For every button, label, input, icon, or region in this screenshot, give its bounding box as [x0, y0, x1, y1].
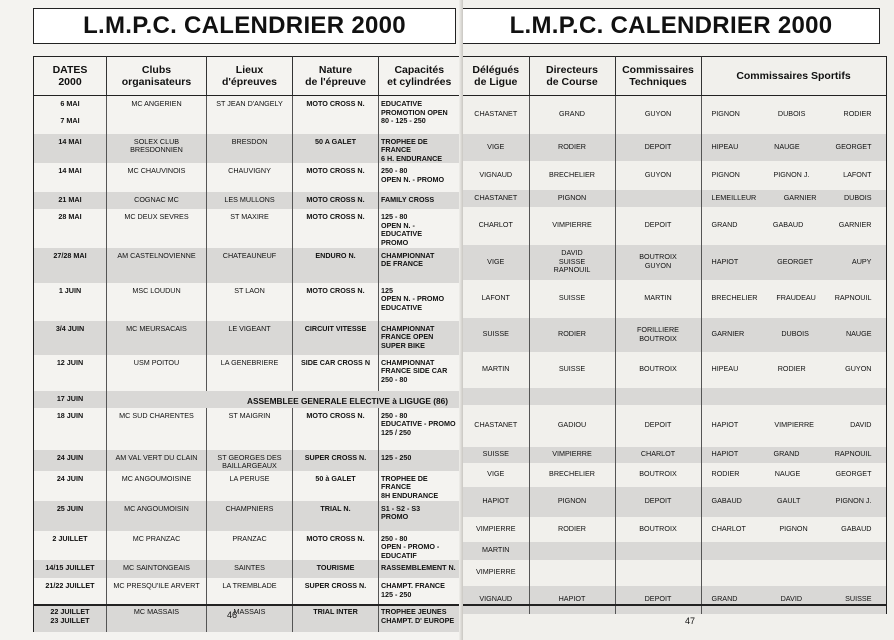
date-cell: 14 MAI: [34, 134, 107, 164]
lieu-cell: LE VIGEANT: [207, 321, 293, 355]
lieu-cell: BRESDON: [207, 134, 293, 164]
lieu-cell: LA TREMBLADE: [207, 578, 293, 604]
commissaire-sportif-name: HIPEAU: [711, 364, 739, 374]
officials-table: [463, 56, 887, 614]
nature-cell: TRIAL N.: [293, 501, 379, 531]
directeur-cell: [529, 542, 615, 560]
commissaire-sportif-name: GARNIER: [783, 192, 817, 202]
capacites-cell: CHAMPT. FRANCE 125 - 250: [381, 581, 445, 599]
commissaire-sportif-name: PIGNON: [711, 109, 740, 119]
commissaires-sportifs-cell: [701, 586, 886, 614]
date-cell: 28 MAI: [34, 209, 107, 247]
nature-cell: CIRCUIT VITESSE: [293, 321, 379, 355]
date-cell: 24 JUIN: [34, 450, 107, 471]
commissaire-sportif-name: GEORGET: [835, 469, 872, 479]
commissaire-sportif-name: LAFONT: [843, 169, 872, 179]
commissaire-sportif-name: NAUGE: [774, 141, 800, 151]
directeur-cell: RODIER: [529, 318, 615, 352]
delegue-cell: MARTIN: [463, 352, 529, 388]
commissaire-sportif-name: RAPNOUIL: [834, 293, 872, 303]
delegue-cell: SUISSE: [463, 318, 529, 352]
commissaires-sportifs-cell: [701, 352, 886, 388]
commissaire-technique-cell: [615, 388, 701, 405]
commissaires-sportifs-cell: [701, 134, 886, 161]
commissaire-technique-cell: FORILLIERE BOUTROIX: [615, 318, 701, 352]
table-row: [34, 209, 460, 247]
lieu-cell: LA PERUSE: [207, 471, 293, 501]
date-cell: 21 MAI: [34, 192, 107, 209]
commissaire-technique-cell: [615, 560, 701, 586]
table-row: [34, 391, 460, 408]
lieu-cell: ST MAXIRE: [207, 209, 293, 247]
commissaires-sportifs-list: [704, 450, 884, 459]
lieu-cell: CHAUVIGNY: [207, 163, 293, 192]
commissaire-sportif-name: GRAND: [711, 594, 738, 604]
commissaire-sportif-name: DAVID: [850, 420, 872, 430]
directeur-cell: GRAND: [529, 96, 615, 134]
directeur-cell: GADIOU: [529, 405, 615, 447]
commissaire-sportif-name: DAVID: [780, 594, 803, 604]
commissaire-technique-cell: [615, 190, 701, 207]
commissaire-technique-cell: GUYON: [615, 161, 701, 190]
header-commissaires-sportifs: Commissaires Sportifs: [701, 57, 886, 96]
delegue-cell: VIGE: [463, 245, 529, 280]
table-bottom-rule: [33, 604, 460, 606]
directeur-cell: DAVID SUISSE RAPNOUIL: [529, 245, 615, 280]
capacites-cell: TROPHEE DE FRANCE 8H ENDURANCE: [381, 473, 439, 501]
club-cell: MC PRANZAC: [107, 531, 207, 561]
commissaire-sportif-name: FRAUDEAU: [776, 293, 816, 303]
commissaire-technique-cell: DEPOIT: [615, 405, 701, 447]
table-row: [463, 463, 886, 487]
capacites-cell: CHAMPIONNAT DE FRANCE: [379, 248, 460, 283]
capacites-cell: RASSEMBLEMENT N.: [379, 560, 460, 578]
club-cell: MC MEURSACAIS: [107, 321, 207, 355]
table-row: [34, 355, 460, 391]
right-page: [463, 0, 894, 640]
delegue-cell: SUISSE: [463, 447, 529, 463]
directeur-cell: RODIER: [529, 134, 615, 161]
nature-cell: 50 à GALET: [293, 471, 379, 501]
commissaires-sportifs-list: [704, 470, 884, 479]
table-row: [463, 96, 886, 134]
commissaire-sportif-name: DUBOIS: [781, 329, 809, 339]
commissaire-technique-cell: BOUTROIX: [615, 517, 701, 542]
commissaires-sportifs-list: [704, 330, 884, 339]
commissaire-technique-cell: BOUTROIX: [615, 352, 701, 388]
table-row: [34, 96, 460, 134]
club-cell: MC ANGERIEN: [107, 96, 207, 134]
delegue-cell: VIGE: [463, 134, 529, 161]
capacites-cell: CHAMPIONNAT FRANCE OPEN SUPER BIKE: [379, 321, 460, 355]
header-directeurs: Directeurs de Course: [529, 57, 615, 96]
table-row: [463, 487, 886, 517]
commissaire-technique-cell: BOUTROIX: [615, 463, 701, 487]
header-clubs: Clubs organisateurs: [107, 57, 207, 96]
lieu-cell: CHATEAUNEUF: [207, 248, 293, 283]
commissaire-sportif-name: HIPEAU: [711, 141, 739, 151]
assembly-cell: ASSEMBLEE GENERALE ELECTIVE à LIGUGE (86): [107, 391, 460, 408]
commissaire-sportif-name: GARNIER: [711, 329, 745, 339]
directeur-cell: VIMPIERRE: [529, 447, 615, 463]
capacites-cell: 250 - 80 OPEN - PROMO - EDUCATIF: [381, 533, 440, 560]
table-row: [463, 134, 886, 161]
calendar-table: [33, 56, 460, 632]
club-cell: MC DEUX SEVRES: [107, 209, 207, 247]
commissaires-sportifs-list: [704, 171, 884, 180]
header-lieux: Lieux d'épreuves: [207, 57, 293, 96]
commissaire-sportif-name: DUBOIS: [843, 192, 872, 202]
table-row: [34, 578, 460, 604]
commissaire-sportif-name: RODIER: [843, 109, 872, 119]
right-page-title: L.M.P.C. CALENDRIER 2000: [463, 8, 880, 44]
commissaire-sportif-name: BRECHELIER: [711, 293, 758, 303]
lieu-cell: ST LAON: [207, 283, 293, 321]
delegue-cell: VIMPIERRE: [463, 560, 529, 586]
table-row: [34, 604, 460, 632]
nature-cell: ENDURO N.: [293, 248, 379, 283]
nature-cell: SIDE CAR CROSS N: [293, 355, 379, 391]
commissaire-sportif-name: VIMPIERRE: [774, 420, 814, 430]
header-commissaires-techniques: Commissaires Techniques: [615, 57, 701, 96]
commissaire-sportif-name: GUYON: [845, 364, 872, 374]
table-row: [34, 501, 460, 531]
date-cell: 22 JUILLET 23 JUILLET: [34, 604, 107, 632]
nature-cell: SUPER CROSS N.: [293, 450, 379, 471]
commissaires-sportifs-cell: [701, 487, 886, 517]
club-cell: MSC LOUDUN: [107, 283, 207, 321]
directeur-cell: [529, 388, 615, 405]
commissaire-sportif-name: GABAUD: [772, 220, 804, 230]
commissaire-sportif-name: SUISSE: [845, 594, 872, 604]
delegue-cell: LAFONT: [463, 280, 529, 318]
date-cell: 17 JUIN: [34, 391, 107, 408]
header-delegues: Délégués de Ligue: [463, 57, 529, 96]
page-number-left: 46: [227, 610, 238, 620]
commissaire-sportif-name: PIGNON J.: [773, 169, 810, 179]
table-row: [463, 245, 886, 280]
commissaire-sportif-name: GABAUD: [841, 523, 872, 533]
nature-cell: MOTO CROSS N.: [293, 531, 379, 561]
commissaire-sportif-name: CHARLOT: [711, 523, 746, 533]
lieu-cell: PRANZAC: [207, 531, 293, 561]
commissaires-sportifs-list: [704, 595, 884, 604]
table-row: [463, 280, 886, 318]
commissaires-sportifs-list: [704, 194, 884, 203]
commissaires-sportifs-cell: [701, 190, 886, 207]
directeur-cell: SUISSE: [529, 352, 615, 388]
capacites-cell: 250 - 80 OPEN N. - PROMO: [381, 166, 445, 184]
delegue-cell: VIMPIERRE: [463, 517, 529, 542]
table-row: [34, 531, 460, 561]
lieu-cell: ST MAIGRIN: [207, 408, 293, 450]
header-capacites: Capacités et cylindrées: [379, 57, 460, 96]
nature-cell: MOTO CROSS N.: [293, 209, 379, 247]
club-cell: MC CHAUVINOIS: [107, 163, 207, 192]
capacites-cell: 125 - 250: [379, 450, 460, 471]
header-dates: DATES 2000: [34, 57, 107, 96]
commissaire-technique-cell: DEPOIT: [615, 487, 701, 517]
commissaire-technique-cell: BOUTROIX GUYON: [615, 245, 701, 280]
club-cell: MC MASSAIS: [107, 604, 207, 632]
commissaire-sportif-name: DUBOIS: [777, 109, 806, 119]
nature-cell: 50 A GALET: [293, 134, 379, 164]
commissaires-sportifs-cell: [701, 542, 886, 560]
lieu-cell: SAINTES: [207, 560, 293, 578]
club-cell: AM CASTELNOVIENNE: [107, 248, 207, 283]
table-row: [34, 163, 460, 192]
officials-header-row: [463, 57, 886, 96]
date-cell: 27/28 MAI: [34, 248, 107, 283]
club-cell: COGNAC MC: [107, 192, 207, 209]
page-number-right: 47: [685, 616, 696, 626]
club-cell: USM POITOU: [107, 355, 207, 391]
table-row: [463, 542, 886, 560]
table-row: [463, 318, 886, 352]
capacites-cell: TROPHEE DE FRANCE 6 H. ENDURANCE: [379, 134, 460, 164]
date-cell: 6 MAI 7 MAI: [34, 96, 107, 134]
directeur-cell: PIGNON: [529, 190, 615, 207]
nature-cell: TRIAL INTER: [293, 604, 379, 632]
lieu-cell: CHAMPNIERS: [207, 501, 293, 531]
commissaire-sportif-name: RAPNOUIL: [834, 449, 872, 459]
date-cell: 24 JUIN: [34, 471, 107, 501]
commissaire-sportif-name: GABAUD: [711, 496, 742, 506]
table-row: [34, 248, 460, 283]
commissaire-technique-cell: GUYON: [615, 96, 701, 134]
commissaire-sportif-name: GRAND: [773, 449, 800, 459]
commissaires-sportifs-list: [704, 143, 884, 152]
commissaire-sportif-name: PIGNON: [711, 169, 740, 179]
lieu-cell: LES MULLONS: [207, 192, 293, 209]
directeur-cell: [529, 560, 615, 586]
club-cell: SOLEX CLUB BRESDONNIEN: [107, 134, 207, 164]
capacites-cell: EDUCATIVE PROMOTION OPEN 80 - 125 - 250: [381, 99, 448, 126]
date-cell: 25 JUIN: [34, 501, 107, 531]
commissaire-sportif-name: GRAND: [711, 220, 738, 230]
commissaire-sportif-name: LEMEILLEUR: [711, 192, 757, 202]
commissaire-sportif-name: GEORGET: [777, 256, 814, 266]
commissaire-sportif-name: NAUGE: [845, 329, 872, 339]
capacites-cell: S1 - S2 - S3 PROMO: [379, 501, 460, 531]
commissaire-sportif-name: HAPIOT: [711, 449, 739, 459]
commissaire-sportif-name: HAPIOT: [711, 420, 739, 430]
commissaires-sportifs-list: [704, 221, 884, 230]
table-row: [463, 586, 886, 614]
table-row: [34, 560, 460, 578]
commissaires-sportifs-list: [704, 497, 884, 506]
directeur-cell: RODIER: [529, 517, 615, 542]
delegue-cell: HAPIOT: [463, 487, 529, 517]
commissaire-technique-cell: DEPOIT: [615, 207, 701, 245]
nature-cell: MOTO CROSS N.: [293, 163, 379, 192]
table-row: [463, 352, 886, 388]
commissaires-sportifs-list: [704, 294, 884, 303]
table-row: [463, 447, 886, 463]
date-cell: 2 JUILLET: [34, 531, 107, 561]
table-row: [34, 134, 460, 164]
table-row: [34, 471, 460, 501]
delegue-cell: MARTIN: [463, 542, 529, 560]
table-row: [34, 192, 460, 209]
commissaire-technique-cell: [615, 542, 701, 560]
commissaire-sportif-name: GAULT: [776, 496, 801, 506]
commissaire-sportif-name: GEORGET: [835, 141, 872, 151]
commissaires-sportifs-cell: [701, 280, 886, 318]
commissaires-sportifs-list: [704, 110, 884, 119]
date-cell: 14 MAI: [34, 163, 107, 192]
commissaire-sportif-name: GARNIER: [838, 220, 872, 230]
commissaires-sportifs-cell: [701, 560, 886, 586]
table-row: [463, 405, 886, 447]
club-cell: MC PRESQU'ILE ARVERT: [107, 578, 207, 604]
commissaire-sportif-name: PIGNON J.: [835, 496, 872, 506]
commissaires-sportifs-cell: [701, 161, 886, 190]
commissaires-sportifs-cell: [701, 447, 886, 463]
date-cell: 18 JUIN: [34, 408, 107, 450]
directeur-cell: PIGNON: [529, 487, 615, 517]
table-row: [34, 283, 460, 321]
commissaires-sportifs-list: [704, 525, 884, 534]
commissaire-sportif-name: RODIER: [711, 469, 740, 479]
calendar-header-row: [34, 57, 460, 96]
club-cell: MC SUD CHARENTES: [107, 408, 207, 450]
commissaires-sportifs-cell: [701, 318, 886, 352]
lieu-cell: MASSAIS: [207, 604, 293, 632]
nature-cell: SUPER CROSS N.: [293, 578, 379, 604]
lieu-cell: LA GENEBRIERE: [207, 355, 293, 391]
capacites-cell: 125 OPEN N. - PROMO EDUCATIVE: [381, 285, 445, 312]
directeur-cell: BRECHELIER: [529, 463, 615, 487]
commissaire-technique-cell: MARTIN: [615, 280, 701, 318]
capacites-cell: 125 - 80 OPEN N. - EDUCATIVE PROMO: [381, 212, 422, 248]
commissaires-sportifs-list: [704, 258, 884, 267]
commissaires-sportifs-cell: [701, 463, 886, 487]
commissaires-sportifs-cell: [701, 405, 886, 447]
delegue-cell: [463, 388, 529, 405]
directeur-cell: SUISSE: [529, 280, 615, 318]
commissaire-sportif-name: NAUGE: [774, 469, 801, 479]
table-row: [34, 321, 460, 355]
delegue-cell: CHASTANET: [463, 190, 529, 207]
table-row: [34, 450, 460, 471]
capacites-cell: 250 - 80 EDUCATIVE - PROMO 125 / 250: [381, 410, 456, 437]
table-bottom-rule: [463, 604, 886, 606]
commissaire-technique-cell: CHARLOT: [615, 447, 701, 463]
commissaires-sportifs-cell: [701, 388, 886, 405]
table-row: [463, 388, 886, 405]
commissaires-sportifs-list: [704, 365, 884, 374]
directeur-cell: VIMPIERRE: [529, 207, 615, 245]
commissaires-sportifs-cell: [701, 517, 886, 542]
commissaire-technique-cell: DEPOIT: [615, 586, 701, 614]
directeur-cell: BRECHELIER: [529, 161, 615, 190]
commissaire-sportif-name: PIGNON: [779, 523, 808, 533]
table-row: [463, 161, 886, 190]
nature-cell: TOURISME: [293, 560, 379, 578]
delegue-cell: CHASTANET: [463, 405, 529, 447]
table-row: [463, 560, 886, 586]
commissaires-sportifs-list: [704, 421, 884, 430]
nature-cell: MOTO CROSS N.: [293, 408, 379, 450]
commissaires-sportifs-cell: [701, 245, 886, 280]
delegue-cell: VIGE: [463, 463, 529, 487]
date-cell: 14/15 JUILLET: [34, 560, 107, 578]
table-row: [463, 190, 886, 207]
nature-cell: MOTO CROSS N.: [293, 96, 379, 134]
table-row: [463, 517, 886, 542]
delegue-cell: CHARLOT: [463, 207, 529, 245]
nature-cell: MOTO CROSS N.: [293, 283, 379, 321]
club-cell: MC ANGOUMOISINE: [107, 471, 207, 501]
commissaires-sportifs-cell: [701, 96, 886, 134]
commissaire-sportif-name: HAPIOT: [711, 256, 739, 266]
nature-cell: MOTO CROSS N.: [293, 192, 379, 209]
commissaire-technique-cell: DEPOIT: [615, 134, 701, 161]
lieu-cell: ST JEAN D'ANGELY: [207, 96, 293, 134]
commissaire-sportif-name: AUPY: [851, 256, 872, 266]
table-row: [463, 207, 886, 245]
lieu-cell: ST GEORGES DES BAILLARGEAUX: [207, 450, 293, 471]
date-cell: 21/22 JUILLET: [34, 578, 107, 604]
club-cell: AM VAL VERT DU CLAIN: [107, 450, 207, 471]
capacites-cell: CHAMPIONNAT FRANCE SIDE CAR 250 - 80: [381, 357, 448, 384]
delegue-cell: VIGNAUD: [463, 586, 529, 614]
left-page-title: L.M.P.C. CALENDRIER 2000: [33, 8, 456, 44]
directeur-cell: HAPIOT: [529, 586, 615, 614]
header-nature: Nature de l'épreuve: [293, 57, 379, 96]
delegue-cell: VIGNAUD: [463, 161, 529, 190]
date-cell: 3/4 JUIN: [34, 321, 107, 355]
club-cell: MC SAINTONGEAIS: [107, 560, 207, 578]
capacites-cell: FAMILY CROSS: [379, 192, 460, 209]
club-cell: MC ANGOUMOISIN: [107, 501, 207, 531]
commissaire-sportif-name: RODIER: [777, 364, 806, 374]
capacites-cell: TROPHEE JEUNES CHAMPT. D' EUROPE: [379, 604, 460, 632]
delegue-cell: CHASTANET: [463, 96, 529, 134]
commissaires-sportifs-cell: [701, 207, 886, 245]
date-cell: 12 JUIN: [34, 355, 107, 391]
table-row: [34, 408, 460, 450]
date-cell: 1 JUIN: [34, 283, 107, 321]
